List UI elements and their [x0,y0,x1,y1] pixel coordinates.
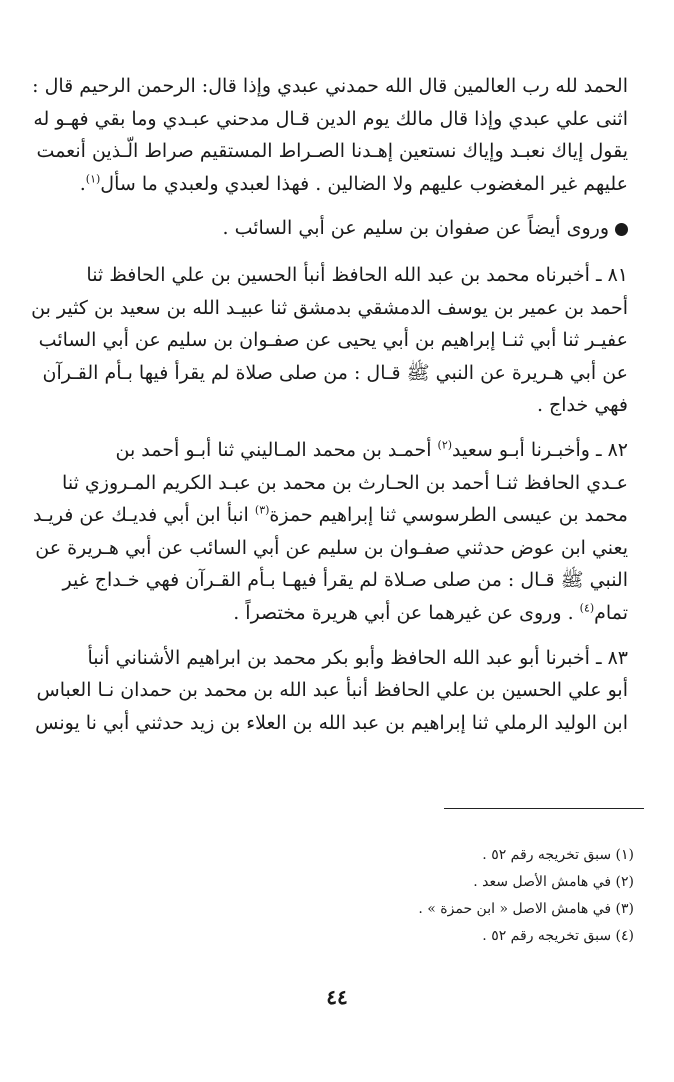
text-line: عـدي الحافظ ثنـا أحمد بن الحـارث بن محمد بن عبـد الكريم المـروزي ثنا [62,471,628,494]
text-line: أبو علي الحسين بن علي الحافظ أنبأ عبد الله بن محمد بن حمدان نـا العباس [36,679,628,702]
line-end: . [79,172,86,195]
paragraph-81 [30,259,628,422]
text-line: يقول إياك نعبـد وإياك نستعين إهـدنا الصـراط المستقيم صراط الّـذين أنعمت [36,140,628,163]
paragraph-82 [30,434,628,630]
text-line [30,212,628,245]
text-line [30,499,628,532]
text-line: ٨٣ ـ أخبرنا أبو عبد الله الحافظ وأبو بكر محمد بن ابراهيم الأشناني أنبأ [87,646,628,669]
text-line: يعني ابن عوض حدثني صفـوان بن سليم عن أبي السائب عن أبي هـريرة عن [35,536,628,559]
footnote-ref: (٤) [579,601,595,615]
footnote-ref: (١) [85,172,101,186]
footnote: (٤) سبق تخريجه رقم ٥٢ . [482,928,634,944]
footnote-ref: (٢) [437,438,453,452]
text-line: الحمد لله رب العالمين قال الله حمدني عبدي وإذا قال: الرحمن الرحيم قال : [32,75,628,97]
text-line: النبي ﷺ قـال : من صلى صـلاة لم يقرأ فيهـا بـأم القـرآن فهي خـداج غير [62,569,628,592]
text-line: ٨١ ـ أخبرناه محمد بن عبد الله الحافظ أنبأ الحسين بن علي الحافظ ثنا [86,263,628,286]
line-text: عليهم غير المغضوب عليهم ولا الضالين . فهذا لعبدي ولعبدي ما سأل [100,172,628,195]
footnote: (٢) في هامش الأصل سعد . [473,874,634,890]
footnotes [214,842,634,950]
text-line: أحمد بن عمير بن يوسف الدمشقي بدمشق ثنا عبيـد الله بن سعيد بن كثير بن [31,296,628,319]
text-line: اثنى علي عبدي وإذا قال مالك يوم الدين قـال مدحني عبـدي وما بقي فهـو له [33,107,628,130]
text-line [30,597,628,630]
text-line: فهي خداج . [536,394,628,417]
paragraph-83 [30,642,628,740]
line-text: محمد بن عيسى الطرسوسي ثنا إبراهيم حمزة [269,504,628,527]
paragraph-fatiha [30,70,628,200]
text-line: عفيـر ثنا أبي ثنـا إبراهيم بن أبي يحيى عن صفـوان بن سليم عن أبي السائب [38,329,628,352]
text-line [30,434,628,467]
line-text: . وروى عن غيرهما عن أبي هريرة مختصراً . [233,601,580,624]
line-text: انبأ ابن أبي فديـك عن فريـد [33,504,255,527]
footnote-divider [444,808,644,809]
page-number: ٤٤ [326,985,348,1009]
text-line: ابن الوليد الرملي ثنا إبراهيم بن عبد الله بن العلاء بن زيد حدثني أبي نا يونس [35,711,628,734]
line-text: أحمـد بن محمد المـاليني ثنا أبـو أحمد بن [115,438,438,461]
line-text: تمام [594,601,628,624]
footnote: (١) سبق تخريجه رقم ٥٢ . [482,847,634,863]
main-text [30,70,628,751]
footnote: (٣) في هامش الاصل « ابن حمزة » . [418,901,634,917]
footnote-ref: (٣) [254,503,270,517]
text-line: عن أبي هـريرة عن النبي ﷺ قـال : من صلى صلاة لم يقرأ فيها بـأم القـرآن [42,361,628,384]
text-line [30,168,628,201]
line-text: ٨٢ ـ وأخبـرنا أبـو سعيد [452,438,628,461]
bullet-icon [615,223,628,236]
bullet-text: وروى أيضاً عن صفوان بن سليم عن أبي السائب . [222,217,609,240]
paragraph-bullet [30,212,628,245]
